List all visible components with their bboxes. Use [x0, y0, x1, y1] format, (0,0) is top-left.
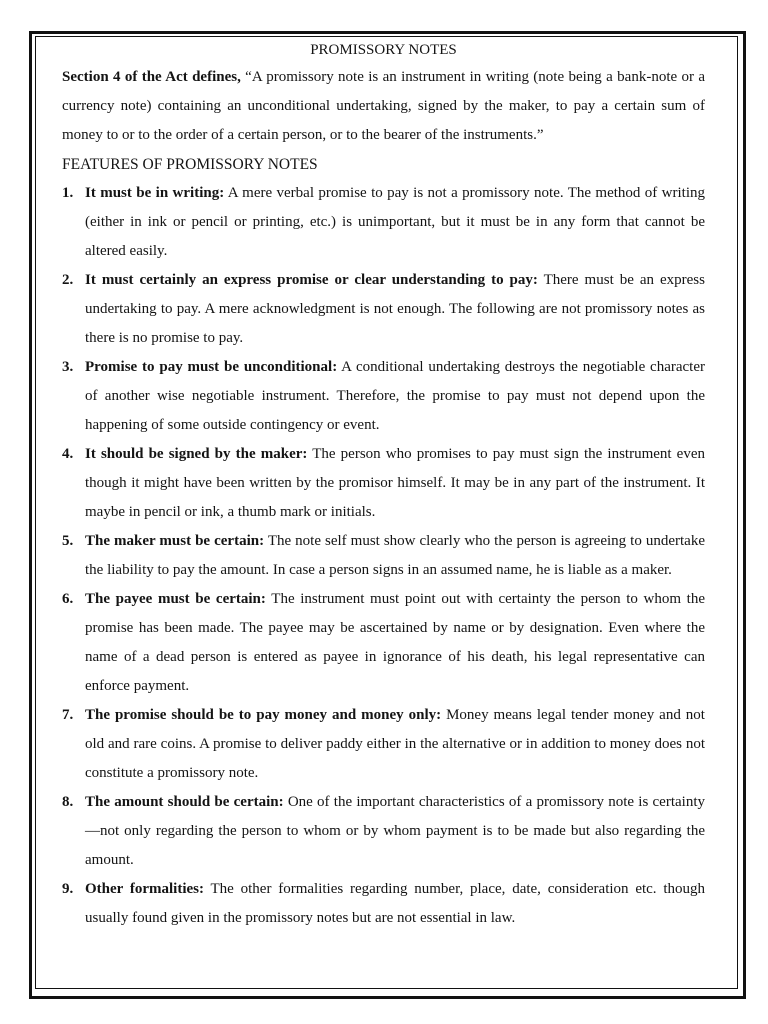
feature-number: 1.	[62, 185, 74, 201]
feature-number: 2.	[62, 272, 74, 288]
features-heading: FEATURES OF PROMISSORY NOTES	[62, 156, 318, 173]
feature-label: The maker must be certain:	[85, 533, 265, 549]
feature-item	[62, 875, 705, 933]
document-content	[62, 38, 705, 933]
feature-number: 3.	[62, 359, 74, 375]
definition-lead: Section 4 of the Act defines,	[62, 69, 241, 85]
feature-label: The amount should be certain:	[85, 794, 284, 810]
feature-label: It must be in writing:	[85, 185, 225, 201]
feature-item	[62, 179, 705, 266]
feature-text: There must be an express undertaking to pay. A mere acknowledgment is not enough. The following are not promissory notes as there is no promise to pay.	[85, 272, 705, 346]
feature-label: The promise should be to pay money and money only:	[85, 707, 442, 723]
feature-item	[62, 788, 705, 875]
feature-item	[62, 440, 705, 527]
feature-text: The other formalities regarding number, place, date, consideration etc. though usually found given in the promissory notes but are not essential in law.	[85, 881, 706, 926]
feature-number: 4.	[62, 446, 74, 462]
feature-number: 7.	[62, 707, 74, 723]
feature-text: The instrument must point out with certainty the person to whom the promise has been made. The payee may be ascertained by name or by designation. Even where the name of a dead person is entered as payee in ignorance of his death, his legal representative can enforce payment.	[85, 591, 705, 694]
feature-item	[62, 266, 705, 353]
feature-item	[62, 527, 705, 585]
feature-text: One of the important characteristics of a promissory note is certainty—not only regarding the person to whom or by whom payment is to be made but also regarding the amount.	[85, 794, 705, 868]
feature-number: 6.	[62, 591, 74, 607]
feature-text: The person who promises to pay must sign the instrument even though it might have been written by the promisor himself. It may be in any part of the instrument. It maybe in pencil or ink, a thumb mark or initials.	[85, 446, 705, 520]
feature-item	[62, 701, 705, 788]
feature-label: Other formalities:	[85, 881, 204, 897]
page-title: PROMISSORY NOTES	[310, 42, 457, 58]
feature-label: The payee must be certain:	[85, 591, 266, 607]
definition-text: “A promissory note is an instrument in writing (note being a bank-note or a currency note) containing an unconditional undertaking, signed by the maker, to pay a certain sum of money to or to the order of a certain person, or to the bearer of the instruments.”	[62, 69, 705, 143]
feature-item	[62, 585, 705, 701]
feature-text: The note self must show clearly who the person is agreeing to undertake the liability to pay the amount. In case a person signs in an assumed name, he is liable as a maker.	[85, 533, 705, 578]
feature-item	[62, 353, 705, 440]
feature-text: A mere verbal promise to pay is not a promissory note. The method of writing (either in ink or pencil or printing, etc.) is unimportant, but it must be in any form that cannot be altered easily.	[85, 185, 705, 259]
feature-label: It must certainly an express promise or clear understanding to pay:	[85, 272, 538, 288]
features-list	[62, 179, 705, 933]
definition-paragraph	[62, 63, 705, 150]
feature-number: 8.	[62, 794, 74, 810]
feature-text: Money means legal tender money and not old and rare coins. A promise to deliver paddy either in the alternative or in addition to money does not constitute a promissory note.	[85, 707, 705, 781]
feature-label: Promise to pay must be unconditional:	[85, 359, 338, 375]
feature-number: 5.	[62, 533, 74, 549]
feature-number: 9.	[62, 881, 74, 897]
feature-text: A conditional undertaking destroys the negotiable character of another wise negotiable instrument. Therefore, the promise to pay must not depend upon the happening of some outside contingency or event.	[85, 359, 705, 433]
feature-label: It should be signed by the maker:	[85, 446, 308, 462]
